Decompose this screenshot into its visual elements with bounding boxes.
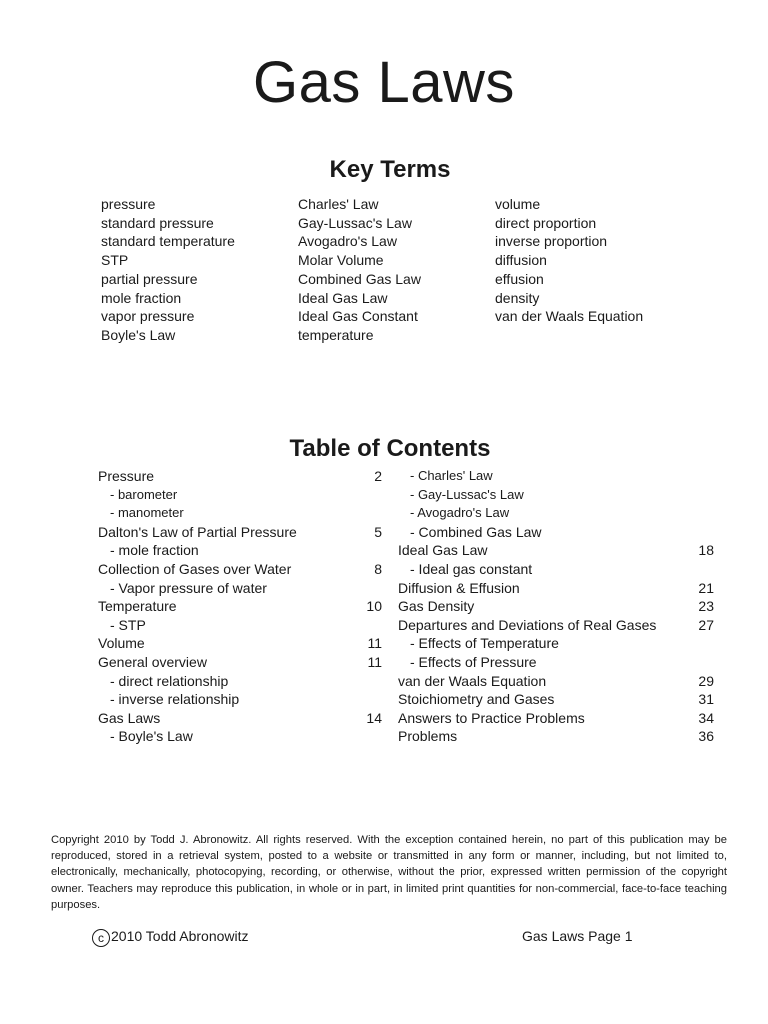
toc-entry [398, 709, 718, 728]
key-term: STP [101, 252, 129, 269]
toc-page-number: 11 [367, 653, 382, 670]
toc-entry [398, 579, 718, 598]
key-term: temperature [298, 326, 374, 343]
key-term: direct proportion [495, 214, 597, 231]
toc-entry-label: Pressure [98, 468, 155, 484]
key-term: Boyle's Law [101, 326, 176, 343]
toc-subentry-label: - Gay-Lussac's Law [410, 486, 524, 502]
key-term: mole fraction [101, 289, 182, 306]
toc-entry-label: Diffusion & Effusion [398, 579, 520, 596]
footer-page-number: Gas Laws Page 1 [522, 928, 633, 944]
toc-subentry-label: - Charles' Law [410, 468, 493, 483]
toc-page-number: 36 [698, 728, 714, 745]
toc-subentry-label: - barometer [110, 486, 178, 502]
toc-subentry-label: - Effects of Temperature [410, 635, 559, 652]
toc-entry [98, 541, 388, 560]
toc-page-number: 21 [698, 579, 714, 596]
toc-entry-label: Collection of Gases over Water [98, 560, 292, 577]
key-term: Charles' Law [298, 196, 379, 212]
toc-entry [98, 727, 388, 746]
toc-entry [98, 467, 388, 486]
toc-entry [98, 653, 388, 672]
toc-entry-label: Volume [98, 635, 145, 652]
toc-subentry-label: - Boyle's Law [110, 728, 193, 745]
toc-entry [98, 486, 388, 505]
footer-copyright [92, 926, 249, 947]
toc-page-number: 10 [366, 598, 382, 615]
toc-entry [398, 672, 718, 691]
key-terms-column-3 [495, 195, 643, 326]
key-term: inverse proportion [495, 233, 608, 250]
toc-subentry-label: - Effects of Pressure [410, 653, 537, 670]
key-term: Ideal Gas Law [298, 289, 388, 306]
toc-entry [98, 597, 388, 616]
toc-entry [98, 560, 388, 579]
toc-left-column [98, 467, 388, 746]
toc-entry-label: Gas Density [398, 598, 475, 615]
key-term: standard pressure [101, 214, 214, 231]
toc-page-number: 23 [698, 598, 714, 615]
toc-entry [98, 634, 388, 653]
toc-right-column [398, 467, 718, 746]
toc-entry [98, 504, 388, 523]
toc-entry [398, 727, 718, 746]
key-terms-column-1 [101, 195, 235, 345]
key-term: volume [495, 196, 541, 212]
toc-entry-label: Gas Laws [98, 709, 161, 726]
toc-entry [398, 616, 718, 635]
toc-entry-label: Stoichiometry and Gases [398, 691, 555, 708]
toc-page-number: 27 [698, 616, 714, 633]
toc-page-number: 31 [698, 691, 714, 708]
key-term: partial pressure [101, 270, 198, 287]
toc-entry [398, 504, 718, 523]
key-terms-heading: Key Terms [329, 156, 451, 183]
key-term: density [495, 289, 540, 306]
toc-subentry-label: - Vapor pressure of water [110, 579, 267, 596]
key-term: Gay-Lussac's Law [298, 214, 412, 231]
toc-subentry-label: - manometer [110, 505, 184, 521]
toc-subentry-label: - Combined Gas Law [410, 523, 542, 540]
page-title: Gas Laws [253, 50, 515, 115]
toc-subentry-label: - direct relationship [110, 672, 229, 689]
toc-page-number: 14 [366, 709, 382, 726]
toc-entry [98, 616, 388, 635]
toc-entry [398, 541, 718, 560]
toc-page-number: 8 [374, 560, 382, 577]
footer-author: 2010 Todd Abronowitz [111, 928, 249, 944]
toc-entry [98, 523, 388, 542]
toc-entry-label: Departures and Deviations of Real Gases [398, 616, 657, 633]
toc-entry-label: Problems [398, 728, 458, 745]
key-term: diffusion [495, 252, 547, 269]
key-term: vapor pressure [101, 308, 195, 325]
toc-entry-label: Dalton's Law of Partial Pressure [98, 523, 297, 540]
toc-entry-label: Temperature [98, 598, 177, 615]
key-term: effusion [495, 270, 544, 287]
toc-subentry-label: - inverse relationship [110, 691, 240, 708]
toc-page-number: 18 [698, 542, 714, 559]
toc-entry [398, 690, 718, 709]
toc-entry [98, 672, 388, 691]
key-term: Ideal Gas Constant [298, 308, 418, 325]
toc-page-number: 34 [698, 709, 714, 726]
toc-entry [398, 523, 718, 542]
toc-entry-label: van der Waals Equation [398, 672, 547, 689]
key-term: pressure [101, 196, 156, 212]
toc-entry [398, 597, 718, 616]
key-term: standard temperature [101, 233, 235, 250]
toc-entry [98, 579, 388, 598]
toc-subentry-label: - Ideal gas constant [410, 560, 533, 577]
key-term: van der Waals Equation [495, 308, 644, 325]
toc-entry [398, 634, 718, 653]
toc-subentry-label: - mole fraction [110, 542, 199, 559]
toc-entry-label: Ideal Gas Law [398, 542, 488, 559]
toc-subentry-label: - Avogadro's Law [410, 505, 510, 521]
copyright-symbol-icon: c [92, 929, 110, 947]
toc-entry [398, 486, 718, 505]
toc-page-number: 29 [698, 672, 714, 689]
toc-entry-label: Answers to Practice Problems [398, 709, 585, 726]
toc-entry [98, 709, 388, 728]
key-term: Molar Volume [298, 252, 384, 269]
toc-heading: Table of Contents [289, 435, 491, 462]
key-term: Avogadro's Law [298, 233, 397, 250]
toc-page-number: 5 [374, 523, 382, 540]
toc-entry-label: General overview [98, 653, 207, 670]
key-terms-column-2 [298, 195, 421, 345]
copyright-notice: Copyright 2010 by Todd J. Abronowitz. All rights reserved. With the exception contained herein, no part of this publication may be reproduced, stored in a retrieval system, posted to a website or transmitted in any form or manner, including, but not limited to, electronically, mechanically, photocopying, recording, or otherwise, without the prior, expressed written permission of the copyright owner. Teachers may reproduce this publication, in whole or in part, in limited print quantities for non-commercial, face-to-face teaching purposes. [51, 834, 727, 911]
toc-entry [98, 690, 388, 709]
key-term: Combined Gas Law [298, 270, 421, 287]
toc-page-number: 11 [367, 635, 382, 652]
toc-page-number: 2 [374, 468, 382, 484]
toc-entry [398, 467, 718, 486]
toc-entry [398, 653, 718, 672]
toc-subentry-label: - STP [110, 616, 146, 633]
toc-entry [398, 560, 718, 579]
